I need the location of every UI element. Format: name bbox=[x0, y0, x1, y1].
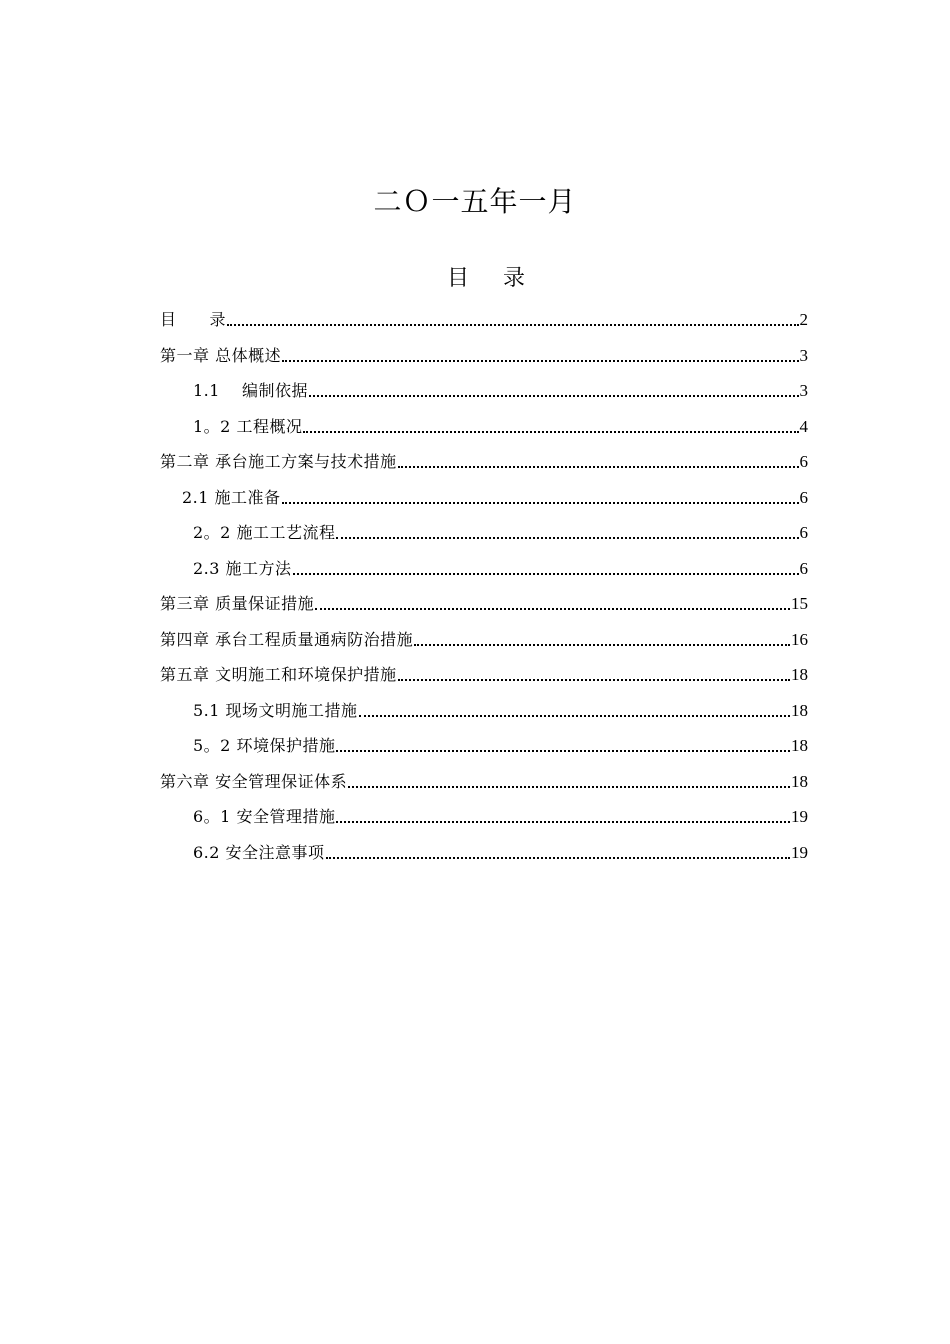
toc-entry-contents[interactable] bbox=[160, 302, 808, 330]
toc-dot-leader bbox=[398, 679, 790, 681]
toc-entry-label: 2。2 施工工艺流程 bbox=[193, 523, 336, 542]
toc-entry-label: 1.1 编制依据 bbox=[193, 381, 309, 400]
toc-page-number: 15 bbox=[791, 594, 808, 613]
toc-dot-leader bbox=[336, 821, 790, 823]
toc-heading-left: 目 bbox=[446, 266, 469, 291]
toc-entry-label: 2.1 施工准备 bbox=[182, 487, 281, 507]
toc-entry-label: 第五章 文明施工和环境保护措施 bbox=[160, 665, 397, 684]
toc-entry-section-1-1[interactable] bbox=[193, 373, 808, 401]
toc-entry-label: 6.2 安全注意事项 bbox=[193, 842, 325, 862]
toc-entry-label: 5。2 环境保护措施 bbox=[193, 736, 336, 755]
toc-dot-leader bbox=[359, 715, 790, 717]
toc-entry-section-6-1[interactable] bbox=[193, 799, 808, 827]
toc-entry-chapter-6[interactable] bbox=[160, 764, 808, 792]
toc-entry-chapter-2[interactable] bbox=[160, 444, 808, 472]
toc-entry-section-1-2[interactable] bbox=[193, 409, 808, 437]
toc-entry-label: 6。1 安全管理措施 bbox=[193, 807, 336, 826]
toc-page-number: 18 bbox=[791, 700, 808, 720]
toc-page-number: 6 bbox=[799, 487, 808, 507]
toc-entry-label: 第一章 总体概述 bbox=[160, 345, 282, 365]
toc-page-number: 18 bbox=[791, 771, 808, 791]
toc-entry-section-6-2[interactable] bbox=[193, 835, 808, 863]
toc-page-number: 18 bbox=[791, 736, 808, 755]
toc-dot-leader bbox=[227, 324, 798, 326]
cover-date: 二Ｏ一五年一月 bbox=[373, 185, 577, 218]
toc-heading-right: 录 bbox=[503, 266, 526, 291]
toc-page-number: 19 bbox=[791, 807, 808, 826]
toc-entry-chapter-4[interactable] bbox=[160, 622, 808, 650]
toc-entry-label: 1。2 工程概况 bbox=[193, 416, 303, 436]
toc-page-number: 6 bbox=[799, 452, 808, 471]
toc-page-number: 18 bbox=[791, 665, 808, 684]
toc-page-number: 19 bbox=[791, 842, 808, 862]
toc-entry-label: 第四章 承台工程质量通病防治措施 bbox=[160, 629, 414, 649]
toc-dot-leader bbox=[414, 644, 790, 646]
toc-entry-section-2-2[interactable] bbox=[193, 515, 808, 543]
toc-dot-leader bbox=[336, 750, 790, 752]
toc-page-number: 4 bbox=[799, 416, 808, 436]
toc-dot-leader bbox=[398, 466, 799, 468]
toc-entry-label: 5.1 现场文明施工措施 bbox=[193, 700, 358, 720]
toc-page-number: 16 bbox=[791, 629, 808, 649]
toc-entry-section-2-1[interactable] bbox=[182, 480, 808, 508]
toc-dot-leader bbox=[282, 502, 799, 504]
toc-entry-section-5-1[interactable] bbox=[193, 693, 808, 721]
toc-page-number: 2 bbox=[799, 310, 808, 329]
toc-entry-label: 第二章 承台施工方案与技术措施 bbox=[160, 452, 397, 471]
toc-entry-chapter-5[interactable] bbox=[160, 657, 808, 685]
toc-dot-leader bbox=[303, 431, 798, 433]
toc-heading bbox=[0, 264, 950, 294]
toc-dot-leader bbox=[326, 857, 790, 859]
toc-dot-leader bbox=[309, 395, 798, 397]
toc-entry-section-2-3[interactable] bbox=[193, 551, 808, 579]
toc-dot-leader bbox=[293, 573, 799, 575]
toc-dot-leader bbox=[348, 786, 790, 788]
toc-entry-chapter-1[interactable] bbox=[160, 338, 808, 366]
toc-entry-section-5-2[interactable] bbox=[193, 728, 808, 756]
toc-page-number: 3 bbox=[799, 381, 808, 400]
toc-entry-chapter-3[interactable] bbox=[160, 586, 808, 614]
toc-entry-label: 2.3 施工方法 bbox=[193, 558, 292, 578]
toc-page-number: 3 bbox=[799, 345, 808, 365]
toc-entry-label: 第三章 质量保证措施 bbox=[160, 594, 315, 613]
toc-page-number: 6 bbox=[799, 558, 808, 578]
toc-dot-leader bbox=[282, 360, 798, 362]
toc-entry-label: 第六章 安全管理保证体系 bbox=[160, 771, 348, 791]
toc-dot-leader bbox=[315, 608, 790, 610]
toc-entry-label: 目 录 bbox=[160, 310, 227, 329]
toc-page-number: 6 bbox=[799, 523, 808, 542]
toc-dot-leader bbox=[336, 537, 798, 539]
